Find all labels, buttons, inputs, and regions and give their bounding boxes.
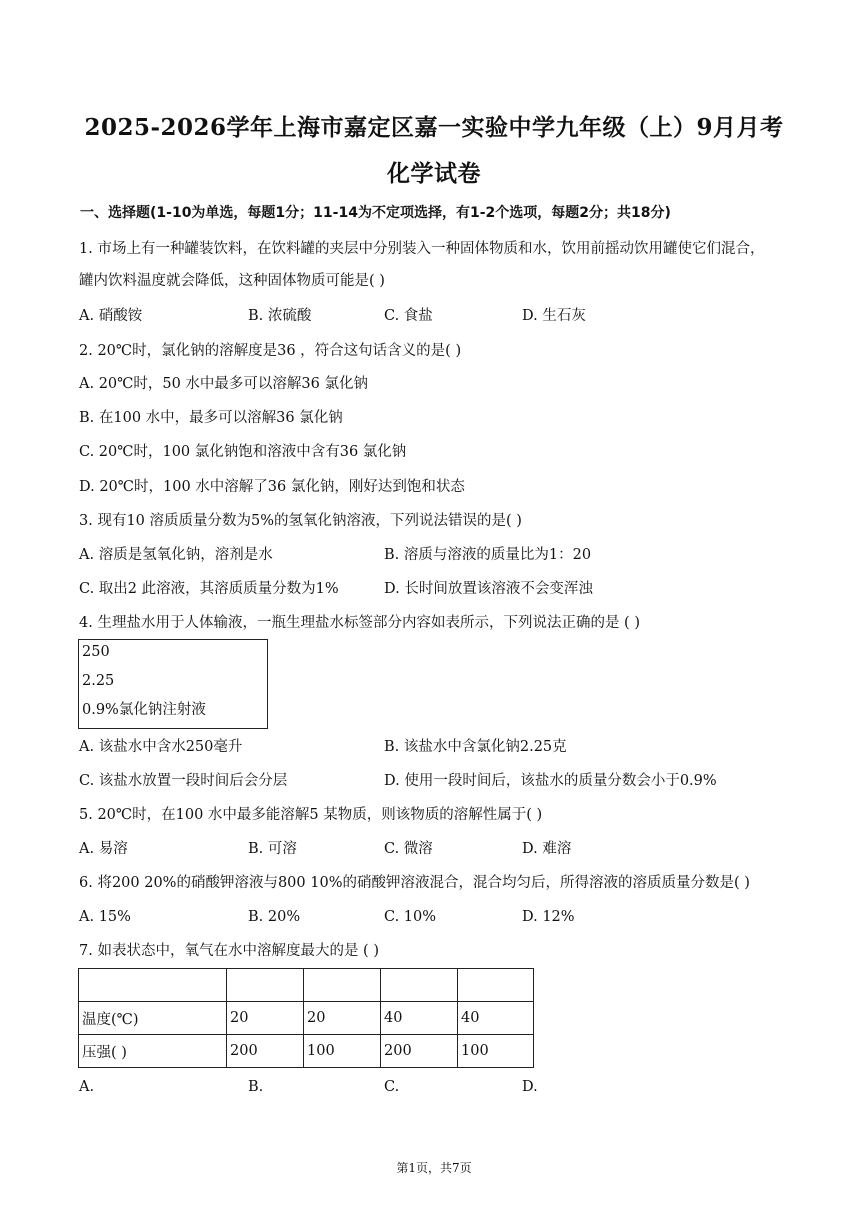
table-cell: 20	[304, 1002, 381, 1035]
label-mass: 2.25	[82, 673, 115, 689]
question-1-option-a: A. 硝酸铵	[79, 308, 143, 324]
oxygen-solubility-table	[78, 968, 534, 1068]
question-1-line2: 罐内饮料温度就会降低，这种固体物质可能是( )	[79, 273, 385, 289]
question-6-stem: 6. 将200 20%的硝酸钾溶液与800 10%的硝酸钾溶液混合，混合均匀后，所得溶液的溶质质量分数是( )	[79, 875, 750, 891]
table-cell: 40	[381, 1002, 458, 1035]
table-row	[79, 1002, 534, 1035]
question-2-option-a: A. 20℃时，50 水中最多可以溶解36 氯化钠	[79, 376, 368, 392]
question-6-option-b: B. 20%	[248, 909, 301, 925]
table-cell: 200	[381, 1035, 458, 1068]
table-cell: 200	[227, 1035, 304, 1068]
table-cell: 40	[458, 1002, 534, 1035]
table-cell: 温度(℃)	[79, 1002, 227, 1035]
question-6-option-d: D. 12%	[522, 909, 575, 925]
table-cell: 压强( )	[79, 1035, 227, 1068]
question-7-option-b: B.	[248, 1079, 264, 1095]
question-3-option-b: B. 溶质与溶液的质量比为1：20	[384, 547, 592, 563]
question-4-option-b: B. 该盐水中含氯化钠2.25克	[384, 739, 567, 755]
question-3-stem: 3. 现有10 溶质质量分数为5%的氢氧化钠溶液，下列说法错误的是( )	[79, 513, 522, 529]
question-7-option-d: D.	[522, 1079, 538, 1095]
question-6-option-a: A. 15%	[79, 909, 131, 925]
table-cell: 100	[458, 1035, 534, 1068]
question-2-stem: 2. 20℃时，氯化钠的溶解度是36 ，符合这句话含义的是( )	[79, 343, 462, 359]
table-cell	[227, 969, 304, 1002]
page-footer: 第1页，共7页	[396, 1161, 472, 1175]
table-cell: 20	[227, 1002, 304, 1035]
question-1-option-d: D. 生石灰	[522, 308, 586, 324]
question-3-option-c: C. 取出2 此溶液，其溶质质量分数为1%	[79, 581, 339, 597]
question-4-option-d: D. 使用一段时间后，该盐水的质量分数会小于0.9%	[384, 773, 717, 789]
question-1-line1: 1. 市场上有一种罐装饮料，在饮料罐的夹层中分别装入一种固体物质和水，饮用前摇动饮用罐使它们混合，	[79, 241, 765, 257]
exam-title-line2: 化学试卷	[387, 160, 481, 187]
question-4-option-c: C. 该盐水放置一段时间后会分层	[79, 773, 288, 789]
question-1-option-b: B. 浓硫酸	[248, 308, 312, 324]
question-5-option-c: C. 微溶	[384, 841, 433, 857]
question-2-option-b: B. 在100 水中，最多可以溶解36 氯化钠	[79, 410, 343, 426]
label-name: 0.9%氯化钠注射液	[82, 702, 206, 718]
question-7-stem: 7. 如表状态中，氧气在水中溶解度最大的是 ( )	[79, 943, 379, 959]
question-5-option-d: D. 难溶	[522, 841, 572, 857]
table-cell: 100	[304, 1035, 381, 1068]
question-2-option-c: C. 20℃时，100 氯化钠饱和溶液中含有36 氯化钠	[79, 444, 407, 460]
section-heading: 一、选择题(1-10为单选，每题1分；11-14为不定项选择，有1-2个选项，每题2分；共18分)	[80, 205, 671, 221]
question-7-option-a: A.	[79, 1079, 95, 1095]
table-row	[79, 1035, 534, 1068]
question-4-stem: 4. 生理盐水用于人体输液，一瓶生理盐水标签部分内容如表所示，下列说法正确的是 ( )	[79, 615, 640, 631]
question-7-option-c: C.	[384, 1079, 400, 1095]
table-cell	[304, 969, 381, 1002]
table-cell	[458, 969, 534, 1002]
question-1-option-c: C. 食盐	[384, 308, 433, 324]
question-5-stem: 5. 20℃时，在100 水中最多能溶解5 某物质，则该物质的溶解性属于( )	[79, 807, 543, 823]
label-volume: 250	[82, 644, 110, 660]
question-5-option-a: A. 易溶	[79, 841, 128, 857]
question-2-option-d: D. 20℃时，100 水中溶解了36 氯化钠，刚好达到饱和状态	[79, 479, 465, 495]
question-3-option-a: A. 溶质是氢氧化钠，溶剂是水	[79, 547, 273, 563]
question-3-option-d: D. 长时间放置该溶液不会变浑浊	[384, 581, 593, 597]
saline-label-box	[78, 639, 268, 729]
exam-title-line1: 2025-2026学年上海市嘉定区嘉一实验中学九年级（上）9月月考	[84, 114, 784, 141]
table-row	[79, 969, 534, 1002]
table-cell	[79, 969, 227, 1002]
table-cell	[381, 969, 458, 1002]
question-4-option-a: A. 该盐水中含水250毫升	[79, 739, 243, 755]
question-6-option-c: C. 10%	[384, 909, 437, 925]
question-5-option-b: B. 可溶	[248, 841, 297, 857]
